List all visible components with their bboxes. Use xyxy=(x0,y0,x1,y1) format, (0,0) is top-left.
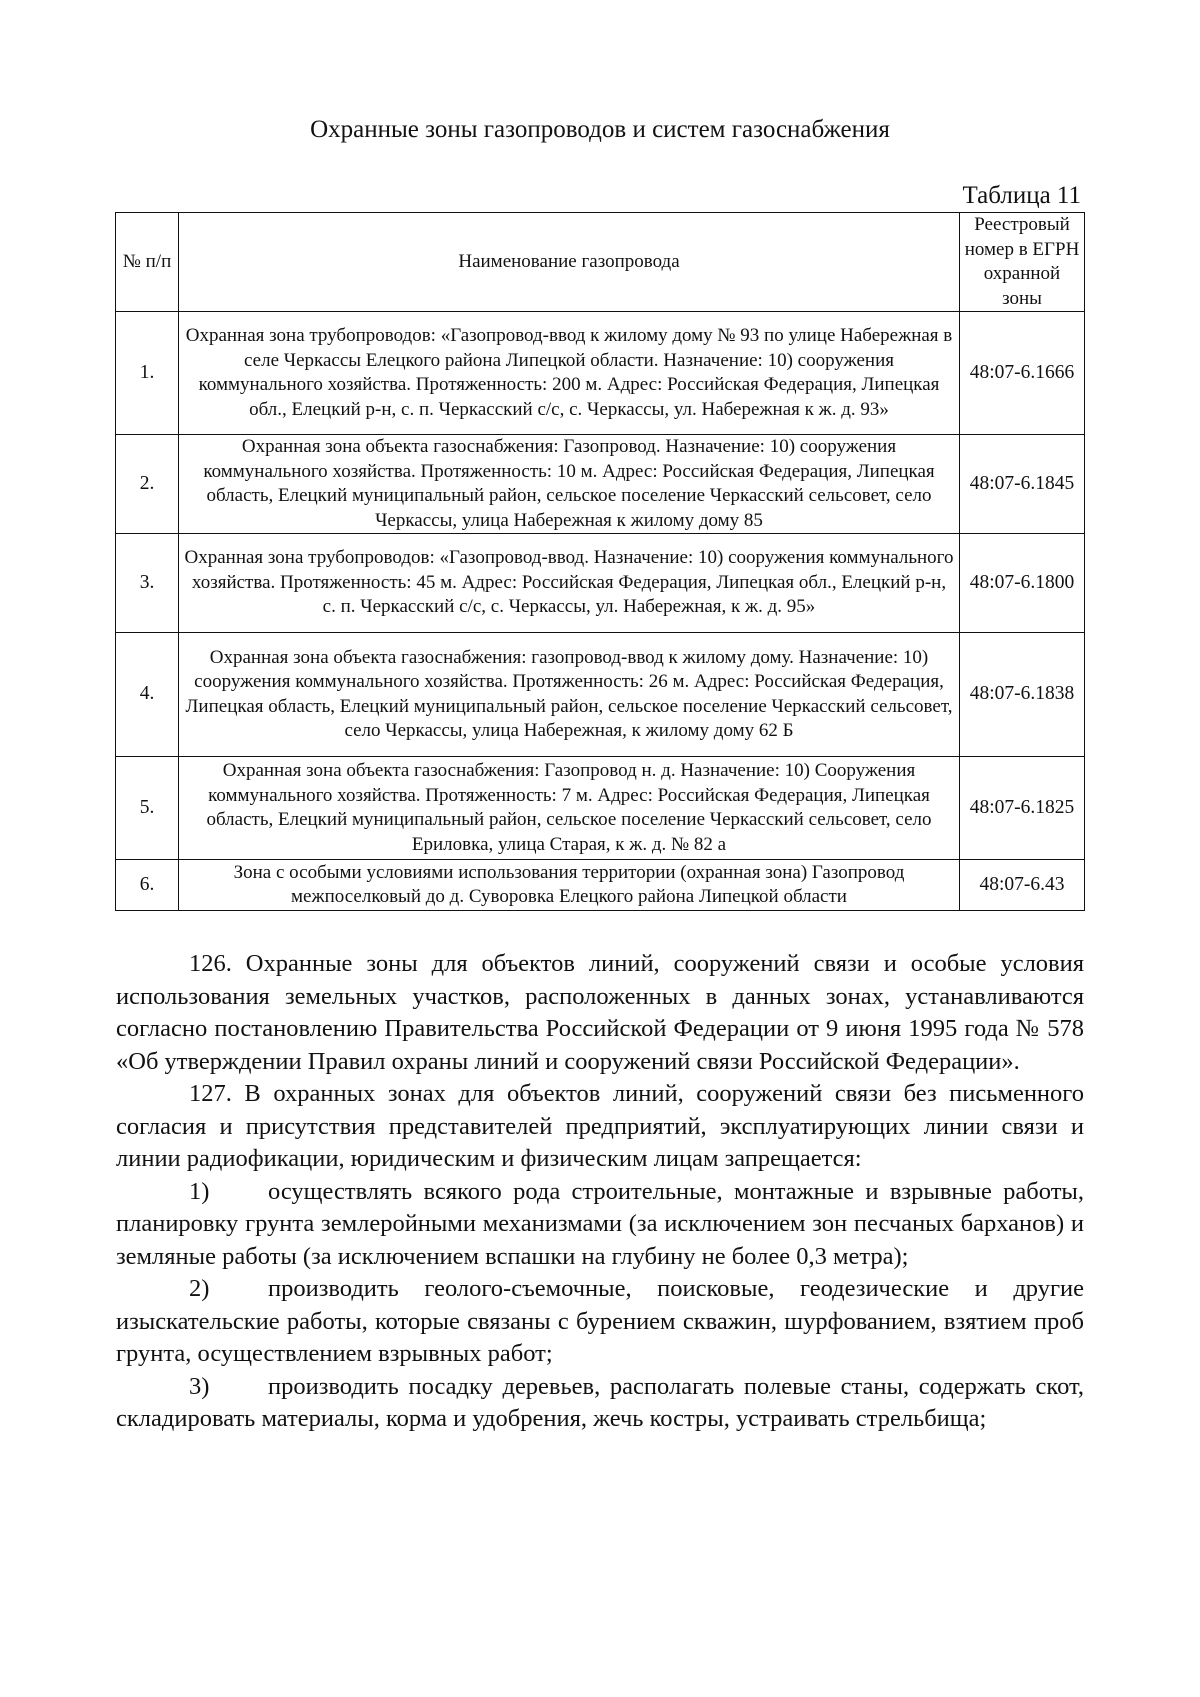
body-text xyxy=(116,948,1084,1436)
gas-protection-zones-table xyxy=(115,212,1085,911)
row-name: Охранная зона трубопроводов: «Газопровод-ввод к жилому дому № 93 по улице Набережная в селе Черкассы Елецкого района Липецкой области. Назначение: 10) сооружения коммунального хозяйства. Протяженность: 200 м. Адрес: Российская Федерация, Липецкая обл., Елецкий р-н, с. п. Черкасский с/с, с. Черкассы, ул. Набережная к ж. д. 93» xyxy=(179,312,960,435)
table-caption: Таблица 11 xyxy=(962,182,1081,209)
list-item xyxy=(116,1371,1084,1436)
list-item-text: производить геолого-съемочные, поисковые, геодезические и другие изыскательские работы, которые связаны с бурением скважин, шурфованием, взятием проб грунта, осуществлением взрывных работ; xyxy=(116,1275,1084,1367)
list-item-text: осуществлять всякого рода строительные, монтажные и взрывные работы, планировку грунта землеройными механизмами (за исключением зон песчаных барханов) и земляные работы (за исключением вспашки на глубину не более 0,3 метра); xyxy=(116,1177,1084,1270)
table-header-row xyxy=(116,213,1085,312)
list-item-number: 3) xyxy=(189,1372,210,1400)
row-num: 4. xyxy=(116,633,179,757)
header-num: № п/п xyxy=(116,213,179,312)
row-name: Охранная зона трубопроводов: «Газопровод-ввод. Назначение: 10) сооружения коммунального хозяйства. Протяженность: 45 м. Адрес: Российская Федерация, Липецкая обл., Елецкий р-н, с. п. Черкасский с/с, с. Черкассы, ул. Набережная, к ж. д. 95» xyxy=(179,534,960,633)
row-registry: 48:07-6.1825 xyxy=(960,757,1085,860)
row-registry: 48:07-6.1845 xyxy=(960,435,1085,534)
paragraph-126: 126. Охранные зоны для объектов линий, сооружений связи и особые условия использования земельных участков, расположенных в данных зонах, устанавливаются согласно постановлению Правительства Российской Федерации от 9 июня 1995 года № 578 «Об утверждении Правил охраны линий и сооружений связи Российской Федерации». xyxy=(116,950,1084,1075)
table-row xyxy=(116,312,1085,435)
row-registry: 48:07-6.43 xyxy=(960,860,1085,911)
row-num: 6. xyxy=(116,860,179,911)
table-row xyxy=(116,757,1085,860)
table-row xyxy=(116,435,1085,534)
row-registry: 48:07-6.1666 xyxy=(960,312,1085,435)
row-name: Охранная зона объекта газоснабжения: Газопровод. Назначение: 10) сооружения коммунального хозяйства. Протяженность: 10 м. Адрес: Российская Федерация, Липецкая область, Елецкий муниципальный район, сельское поселение Черкасский сельсовет, село Черкассы, улица Набережная к жилому дому 85 xyxy=(179,435,960,534)
row-num: 3. xyxy=(116,534,179,633)
row-name: Охранная зона объекта газоснабжения: газопровод-ввод к жилому дому. Назначение: 10) сооружения коммунального хозяйства. Протяженность: 26 м. Адрес: Российская Федерация, Липецкая область, Елецкий муниципальный район, сельское поселение Черкасский сельсовет, село Черкассы, улица Набережная, к жилому дому 62 Б xyxy=(179,633,960,757)
row-registry: 48:07-6.1800 xyxy=(960,534,1085,633)
row-num: 5. xyxy=(116,757,179,860)
row-name: Зона с особыми условиями использования территории (охранная зона) Газопровод межпоселковый до д. Суворовка Елецкого района Липецкой области xyxy=(179,860,960,911)
list-item-number: 2) xyxy=(189,1275,210,1302)
row-num: 1. xyxy=(116,312,179,435)
header-registry: Реестровый номер в ЕГРН охранной зоны xyxy=(960,213,1085,312)
list-item xyxy=(116,1273,1084,1371)
document-title: Охранные зоны газопроводов и систем газоснабжения xyxy=(310,116,890,143)
header-name: Наименование газопровода xyxy=(179,213,960,312)
row-num: 2. xyxy=(116,435,179,534)
table-row xyxy=(116,534,1085,633)
row-name: Охранная зона объекта газоснабжения: Газопровод н. д. Назначение: 10) Сооружения коммунального хозяйства. Протяженность: 7 м. Адрес: Российская Федерация, Липецкая область, Елецкий муниципальный район, сельское поселение Черкасский сельсовет, село Ериловка, улица Старая, к ж. д. № 82 а xyxy=(179,757,960,860)
list-item-number: 1) xyxy=(189,1177,210,1205)
table-row xyxy=(116,860,1085,911)
list-item xyxy=(116,1176,1084,1274)
row-registry: 48:07-6.1838 xyxy=(960,633,1085,757)
list-item-text: производить посадку деревьев, располагать полевые станы, содержать скот, складировать материалы, корма и удобрения, жечь костры, устраивать стрельбища; xyxy=(116,1372,1084,1432)
table-row xyxy=(116,633,1085,757)
paragraph-127: 127. В охранных зонах для объектов линий, сооружений связи без письменного согласия и присутствия представителей предприятий, эксплуатирующих линии связи и линии радиофикации, юридическим и физическим лицам запрещается: xyxy=(116,1080,1084,1172)
